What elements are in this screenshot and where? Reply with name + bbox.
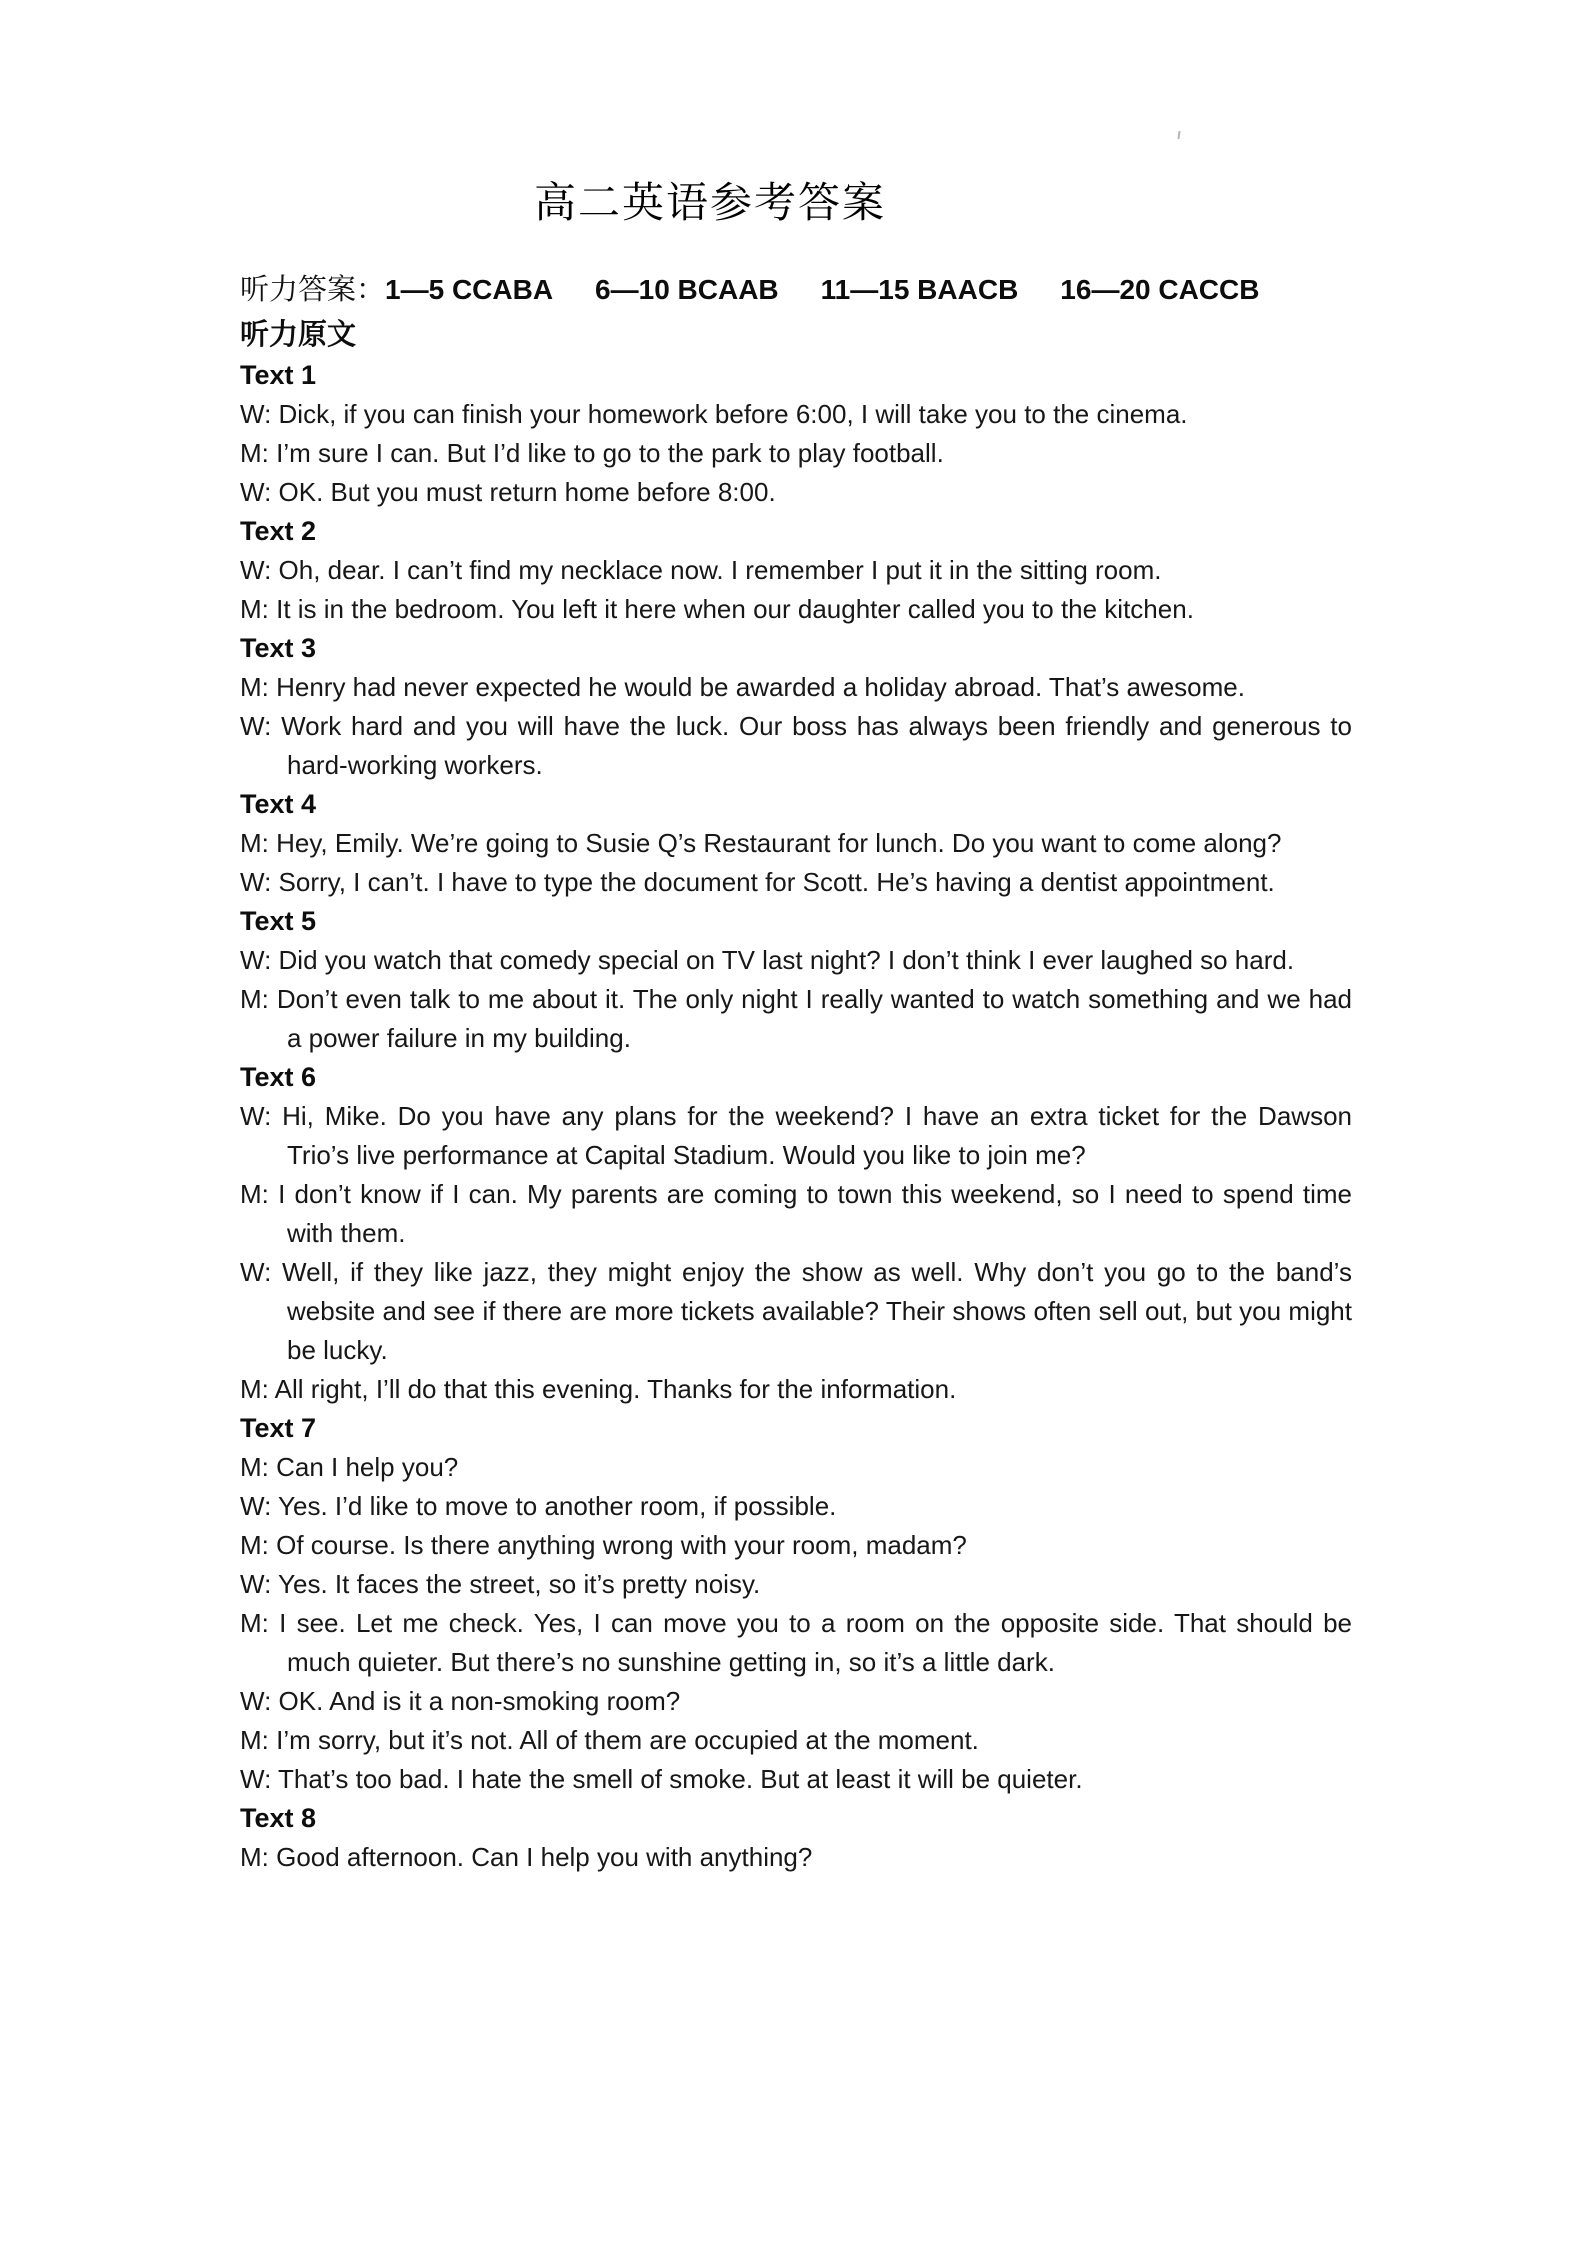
dialogue-line: M: All right, I’ll do that this evening. Thanks for the information. <box>240 1374 957 1404</box>
dialogue-line: W: Work hard and you will have the luck. Our boss has always been friendly and generous to hard-working workers. <box>240 711 1352 780</box>
section-heading: Text 6 <box>240 1062 317 1092</box>
dialogue-line: W: OK. But you must return home before 8:00. <box>240 477 776 507</box>
section-heading: Text 7 <box>240 1413 317 1443</box>
page-title: 高二英语参考答案 <box>534 181 887 227</box>
answers-label: 听力答案： <box>240 274 386 306</box>
answer-group: 1—5 CCABA <box>385 274 554 305</box>
dialogue-line: W: Sorry, I can’t. I have to type the document for Scott. He’s having a dentist appointment. <box>240 867 1275 897</box>
dialogue-line: M: I’m sorry, but it’s not. All of them are occupied at the moment. <box>240 1725 979 1755</box>
dialogue-line: W: Well, if they like jazz, they might enjoy the show as well. Why don’t you go to the band’s website and see if there are more tickets available? Their shows often sell out, but you might be lucky. <box>240 1257 1352 1365</box>
dialogue-line: M: I see. Let me check. Yes, I can move you to a room on the opposite side. That should be much quieter. But there’s no sunshine getting in, so it’s a little dark. <box>240 1608 1352 1677</box>
dialogue-line: W: Yes. I’d like to move to another room, if possible. <box>240 1491 837 1521</box>
section-heading: Text 3 <box>240 633 317 663</box>
dialogue-line: M: Can I help you? <box>240 1452 459 1482</box>
dialogue-line: W: That’s too bad. I hate the smell of smoke. But at least it will be quieter. <box>240 1764 1083 1794</box>
section-heading: Text 5 <box>240 906 317 936</box>
dialogue-line: M: It is in the bedroom. You left it here when our daughter called you to the kitchen. <box>240 594 1194 624</box>
dialogue-line: M: Hey, Emily. We’re going to Susie Q’s Restaurant for lunch. Do you want to come along? <box>240 828 1282 858</box>
answer-group: 6—10 BCAAB <box>595 274 779 305</box>
dialogue-line: M: I don’t know if I can. My parents are coming to town this weekend, so I need to spend time with them. <box>240 1179 1352 1248</box>
dialogue-line: W: Did you watch that comedy special on TV last night? I don’t think I ever laughed so hard. <box>240 945 1295 975</box>
dialogue-line: W: Dick, if you can finish your homework before 6:00, I will take you to the cinema. <box>240 399 1188 429</box>
dialogue-line: M: I’m sure I can. But I’d like to go to the park to play football. <box>240 438 944 468</box>
dialogue-line: W: Hi, Mike. Do you have any plans for the weekend? I have an extra ticket for the Dawson Trio’s live performance at Capital Stadium. Would you like to join me? <box>240 1101 1352 1170</box>
section-heading: Text 2 <box>240 516 317 546</box>
section-heading: Text 4 <box>240 789 317 819</box>
transcript-sections <box>240 356 1352 1877</box>
dialogue-line: W: OK. And is it a non-smoking room? <box>240 1686 681 1716</box>
answer-group: 11—15 BAACB <box>820 274 1019 305</box>
dialogue-line: M: Henry had never expected he would be awarded a holiday abroad. That’s awesome. <box>240 672 1245 702</box>
document-content <box>240 178 1352 1877</box>
dialogue-line: M: Don’t even talk to me about it. The only night I really wanted to watch something and we had a power failure in my building. <box>240 984 1352 1053</box>
dialogue-line: W: Yes. It faces the street, so it’s pretty noisy. <box>240 1569 761 1599</box>
transcript-heading: 听力原文 <box>240 319 357 351</box>
dialogue-line: M: Of course. Is there anything wrong with your room, madam? <box>240 1530 967 1560</box>
dialogue-line: M: Good afternoon. Can I help you with anything? <box>240 1842 813 1872</box>
listening-answers-line <box>240 270 1352 315</box>
section-heading: Text 1 <box>240 360 317 390</box>
dialogue-line: W: Oh, dear. I can’t find my necklace now. I remember I put it in the sitting room. <box>240 555 1162 585</box>
section-heading: Text 8 <box>240 1803 317 1833</box>
answer-groups <box>385 274 1301 305</box>
stray-mark <box>1177 131 1180 139</box>
answer-group: 16—20 CACCB <box>1060 274 1260 305</box>
